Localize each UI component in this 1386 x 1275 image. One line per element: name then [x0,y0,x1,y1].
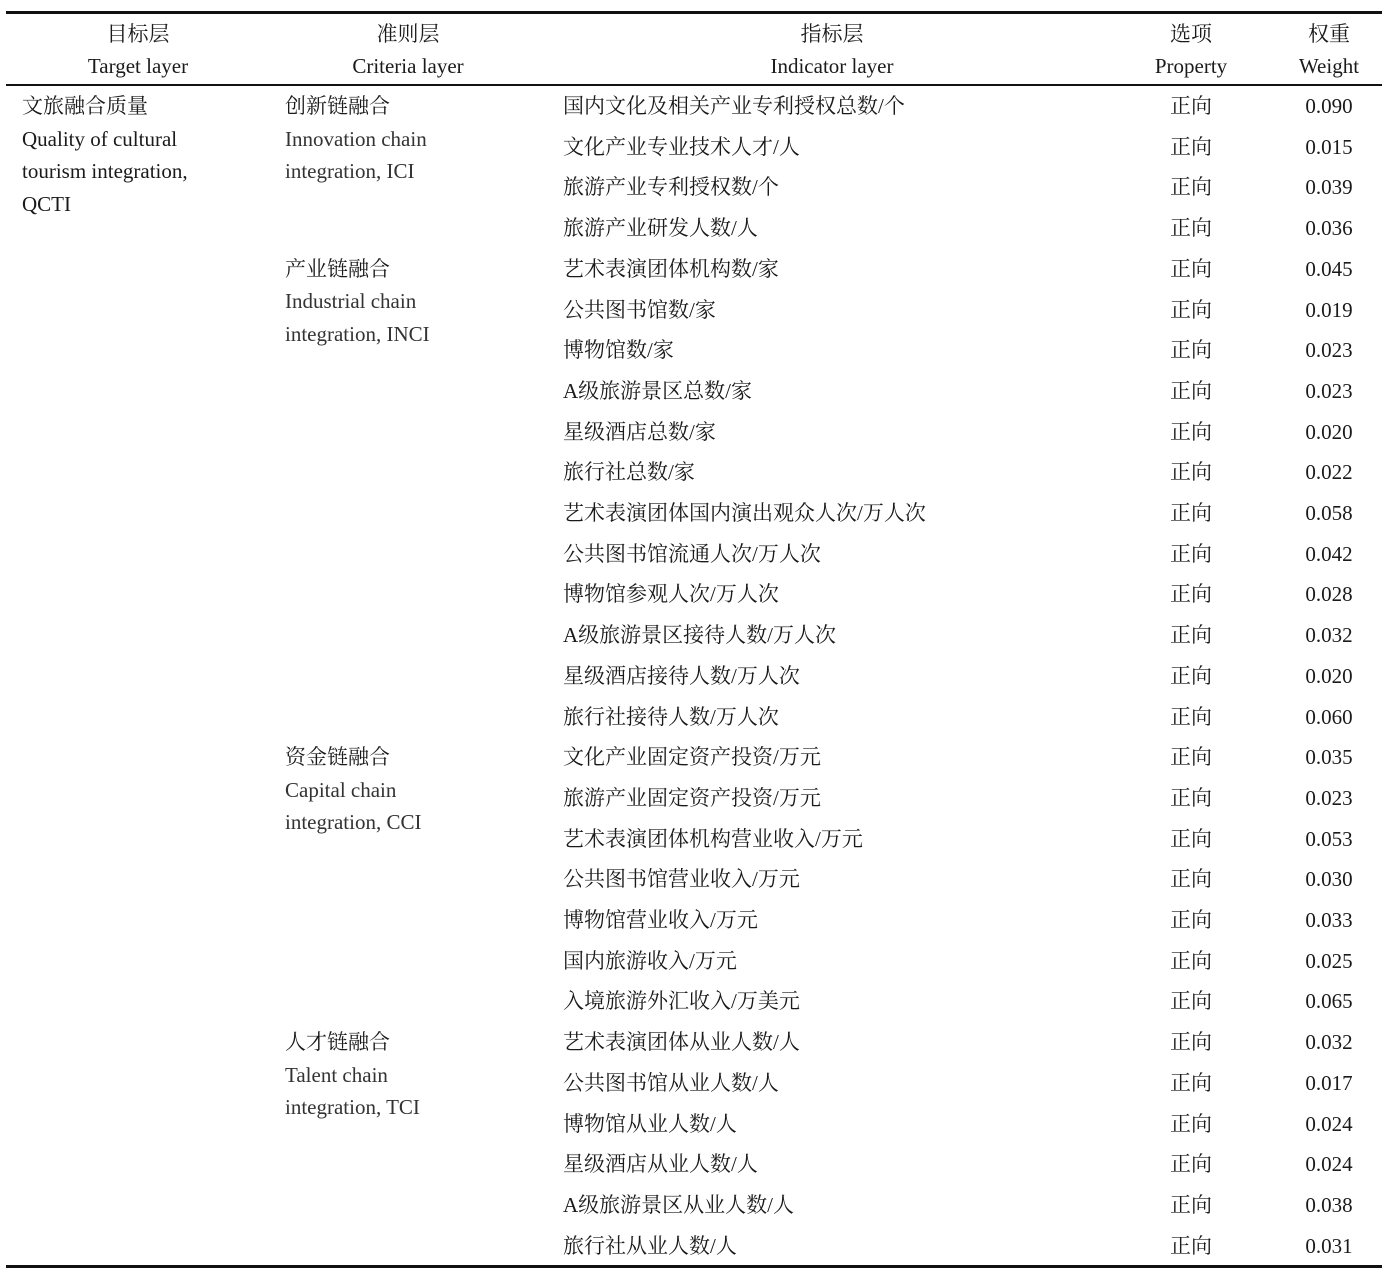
weight-cell: 0.033 [1305,908,1353,932]
table-row [0,1063,1386,1104]
header-indicator-en: Indicator layer [770,54,894,78]
indicator-cell: A级旅游景区总数/家 [563,378,752,403]
criteria-cell [285,1026,420,1124]
indicator-cell: 艺术表演团体从业人数/人 [563,1030,800,1055]
table-row [0,412,1386,453]
criteria-zh: 资金链融合 [285,745,390,770]
property-cell: 正向 [1170,582,1212,607]
table-row [0,1185,1386,1226]
weight-cell: 0.038 [1305,1192,1353,1217]
property-cell: 正向 [1170,419,1212,444]
weight-cell: 0.065 [1305,989,1353,1014]
table-row [0,615,1386,656]
top-rule [6,11,1382,14]
property-cell: 正向 [1170,256,1212,281]
property-cell: 正向 [1170,745,1212,770]
weight-cell: 0.024 [1305,1152,1353,1177]
property-cell: 正向 [1170,338,1212,363]
weight-cell: 0.090 [1305,94,1353,118]
weight-cell: 0.020 [1305,663,1353,688]
property-cell: 正向 [1170,623,1212,648]
property-cell: 正向 [1170,94,1212,118]
weight-cell: 0.042 [1305,541,1353,566]
indicator-cell: 旅行社从业人数/人 [563,1233,737,1258]
indicator-cell: 星级酒店接待人数/万人次 [563,663,800,688]
indicator-cell: 公共图书馆数/家 [563,297,716,322]
weight-cell: 0.060 [1305,704,1353,729]
indicator-cell: 国内文化及相关产业专利授权总数/个 [563,94,905,118]
criteria-zh: 产业链融合 [285,256,390,281]
table-row [0,941,1386,982]
table-row [0,981,1386,1022]
table-row [0,819,1386,860]
weight-cell: 0.023 [1305,338,1353,363]
weight-cell: 0.032 [1305,623,1353,648]
table-row [0,167,1386,208]
property-cell: 正向 [1170,1030,1212,1055]
indicator-cell: A级旅游景区接待人数/万人次 [563,623,836,648]
table-row [0,574,1386,615]
indicator-cell: 文化产业固定资产投资/万元 [563,745,821,770]
indicator-cell: 文化产业专业技术人才/人 [563,134,800,159]
table-row [0,86,1386,127]
target-en-line: Quality of cultural [22,126,178,151]
table-row [0,1104,1386,1145]
criteria-en-line: integration, ICI [285,159,415,183]
indicator-cell: 旅游产业专利授权数/个 [563,175,779,200]
weight-cell: 0.023 [1305,785,1353,810]
indicator-cell: 博物馆数/家 [563,338,674,363]
property-cell: 正向 [1170,1152,1212,1177]
table-row [0,1144,1386,1185]
header-criteria [308,18,508,82]
property-cell: 正向 [1170,501,1212,525]
weight-cell: 0.030 [1305,867,1353,892]
criteria-zh: 人才链融合 [285,1030,390,1055]
indicator-cell: 公共图书馆营业收入/万元 [563,867,800,892]
property-cell: 正向 [1170,704,1212,729]
header-property-en: Property [1154,54,1228,78]
weight-cell: 0.028 [1305,582,1353,607]
property-cell: 正向 [1170,948,1212,973]
indicator-cell: 博物馆从业人数/人 [563,1111,737,1136]
property-cell: 正向 [1170,1192,1212,1217]
criteria-cell [285,253,430,351]
criteria-cell [285,90,427,188]
header-weight-en: Weight [1298,54,1360,78]
header-indicator [732,18,932,82]
property-cell: 正向 [1170,541,1212,566]
weight-cell: 0.045 [1305,256,1353,281]
header-criteria-zh: 准则层 [376,22,440,46]
indicator-cell: A级旅游景区从业人数/人 [563,1192,794,1217]
property-cell: 正向 [1170,216,1212,241]
weight-cell: 0.039 [1305,175,1353,200]
property-cell: 正向 [1170,1070,1212,1095]
weight-cell: 0.032 [1305,1030,1353,1055]
header-target-en: Target layer [87,54,189,78]
criteria-en-line: integration, INCI [285,321,430,346]
criteria-cell [285,741,421,839]
indicator-cell: 入境旅游外汇收入/万美元 [563,989,800,1014]
table-row [0,452,1386,493]
table-row [0,778,1386,819]
target-en-line: QCTI [22,191,71,216]
criteria-en-line: Talent chain [285,1062,388,1087]
table-row [0,493,1386,534]
property-cell: 正向 [1170,908,1212,932]
weight-cell: 0.058 [1305,501,1353,525]
table-row [0,371,1386,412]
property-cell: 正向 [1170,460,1212,485]
weight-cell: 0.025 [1305,948,1353,973]
indicator-cell: 博物馆参观人次/万人次 [563,582,779,607]
header-indicator-zh: 指标层 [800,22,864,46]
property-cell: 正向 [1170,785,1212,810]
weight-cell: 0.036 [1305,216,1353,241]
table-row [0,208,1386,249]
property-cell: 正向 [1170,297,1212,322]
weight-cell: 0.019 [1305,297,1353,322]
weight-cell: 0.022 [1305,460,1353,485]
property-cell: 正向 [1170,175,1212,200]
table-row [0,249,1386,290]
table-row [0,900,1386,941]
criteria-en-line: Innovation chain [285,126,427,151]
weight-cell: 0.023 [1305,378,1353,403]
property-cell: 正向 [1170,826,1212,851]
weight-cell: 0.020 [1305,419,1353,444]
header-property-zh: 选项 [1170,22,1212,46]
property-cell: 正向 [1170,134,1212,159]
table-row [0,1022,1386,1063]
indicator-cell: 旅行社总数/家 [563,460,695,485]
criteria-en-line: Capital chain [285,777,397,802]
target-zh: 文旅融合质量 [22,94,148,118]
table-row [0,656,1386,697]
indicator-cell: 艺术表演团体国内演出观众人次/万人次 [563,501,926,525]
table-row [0,1226,1386,1267]
weight-cell: 0.031 [1305,1233,1353,1258]
indicator-cell: 国内旅游收入/万元 [563,948,737,973]
property-cell: 正向 [1170,867,1212,892]
table-row [0,127,1386,168]
weight-cell: 0.035 [1305,745,1353,770]
indicator-cell: 博物馆营业收入/万元 [563,908,758,932]
indicator-cell: 公共图书馆流通人次/万人次 [563,541,821,566]
weight-cell: 0.024 [1305,1111,1353,1136]
indicator-cell: 旅行社接待人数/万人次 [563,704,779,729]
property-cell: 正向 [1170,1233,1212,1258]
indicator-cell: 星级酒店从业人数/人 [563,1152,758,1177]
table-row [0,697,1386,738]
table-row [0,534,1386,575]
table-row [0,859,1386,900]
target-en-line: tourism integration, [22,159,188,183]
criteria-en-line: integration, TCI [285,1095,420,1120]
weight-cell: 0.053 [1305,826,1353,851]
table-row [0,330,1386,371]
property-cell: 正向 [1170,378,1212,403]
property-cell: 正向 [1170,1111,1212,1136]
indicator-cell: 旅游产业研发人数/人 [563,216,758,241]
header-target-zh: 目标层 [106,22,170,46]
table-row [0,290,1386,331]
property-cell: 正向 [1170,663,1212,688]
indicator-cell: 艺术表演团体机构营业收入/万元 [563,826,863,851]
header-weight [1279,18,1379,82]
header-property [1141,18,1241,82]
property-cell: 正向 [1170,989,1212,1014]
weight-cell: 0.017 [1305,1070,1353,1095]
indicator-cell: 星级酒店总数/家 [563,419,716,444]
table-row [0,737,1386,778]
weight-cell: 0.015 [1305,134,1353,159]
header-criteria-en: Criteria layer [352,54,464,78]
criteria-en-line: integration, CCI [285,810,422,835]
criteria-zh: 创新链融合 [285,94,390,118]
header-weight-zh: 权重 [1308,22,1350,46]
indicator-cell: 艺术表演团体机构数/家 [563,256,779,281]
header-target [38,18,238,82]
indicator-cell: 公共图书馆从业人数/人 [563,1070,779,1095]
indicator-cell: 旅游产业固定资产投资/万元 [563,785,821,810]
criteria-en-line: Industrial chain [285,289,417,314]
